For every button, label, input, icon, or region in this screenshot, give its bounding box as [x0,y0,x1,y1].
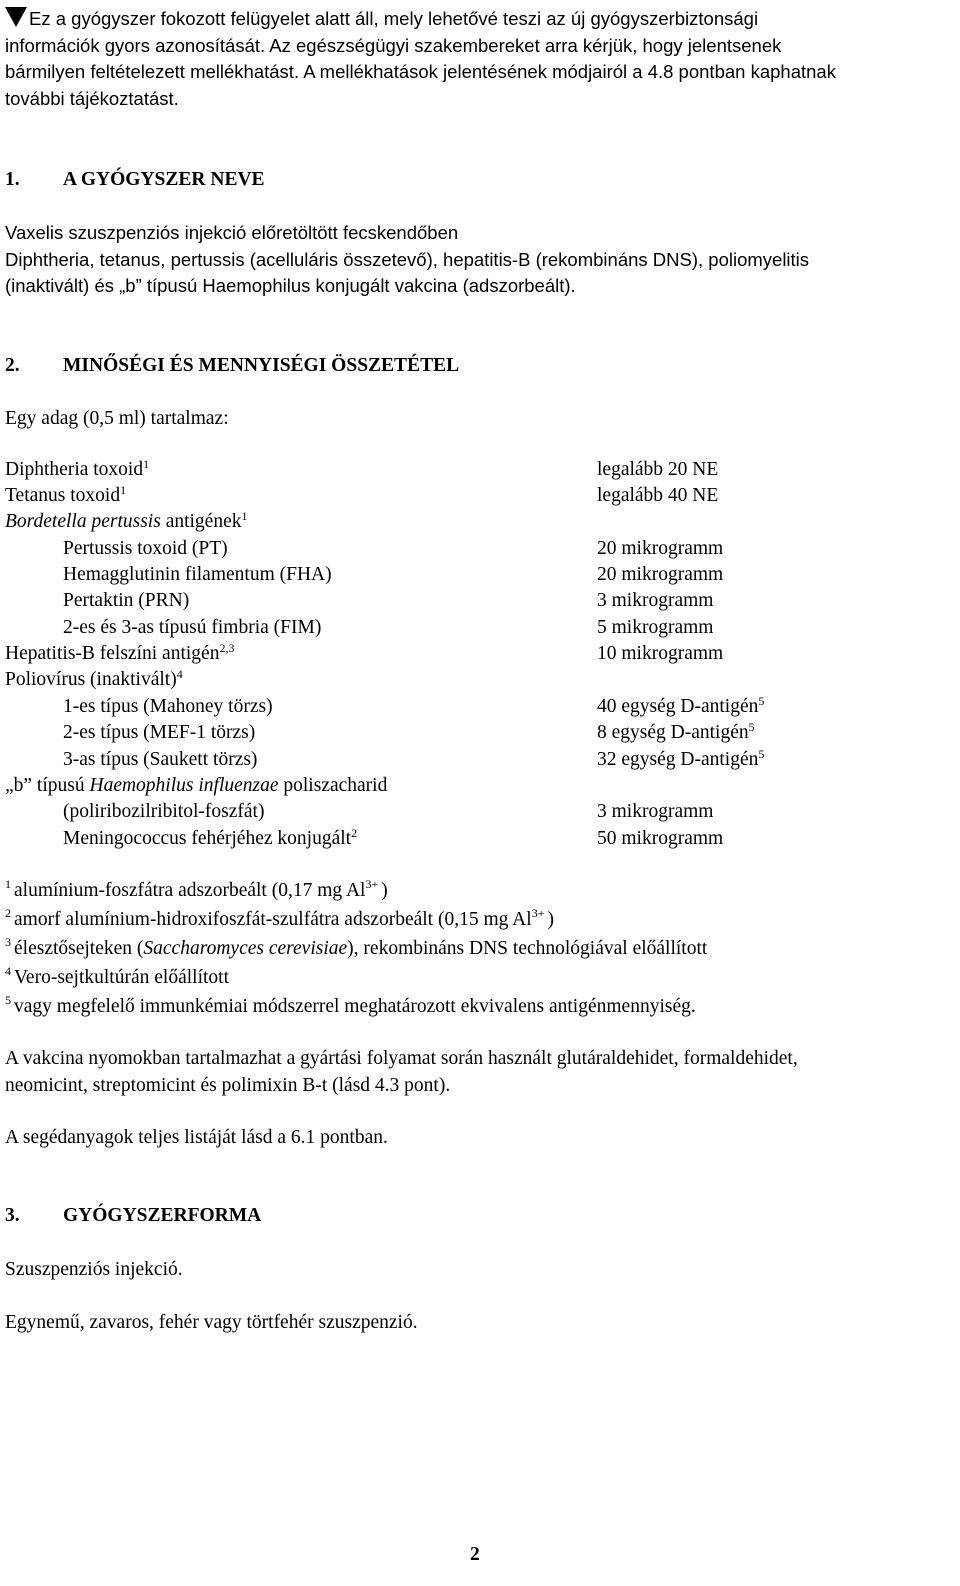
product-name: Vaxelis szuszpenziós injekció előretöltött fecskendőben [5,222,459,243]
dose-intro: Egy adag (0,5 ml) tartalmaz: [5,408,229,429]
residues-paragraph: A vakcina nyomokban tartalmazhat a gyártási folyamat során használt glutáraldehidet, formaldehidet, neomicint, streptomicint és polimixin B-t (lásd 4.3 pont). [5,1048,798,1096]
composition-amount: 20 mikrogramm [597,538,724,559]
footnote: $^5$ vagy megfelelő immunkémiai módszerrel meghatározott ekvivalens antigénmennyiség. [5,993,696,1017]
composition-name: Pertaktin (PRN) [63,590,190,611]
notice-line: információk gyors azonosítását. Az egészségügyi szakembereket arra kérjük, hogy jelentsenek [5,34,782,56]
composition-amount: 20 mikrogramm [597,564,724,585]
composition-name: Pertussis toxoid (PT) [63,538,228,559]
black-triangle-notice [5,6,836,112]
composition-amount: legalább 20 NE [597,459,719,480]
section-1-heading: 1. A GYÓGYSZER NEVE [5,169,265,190]
notice-line: Ez a gyógyszer fokozott felügyelet alatt áll, mely lehetővé teszi az új gyógyszerbiztonsági [5,6,836,33]
composition-amount: 40 egység D-antigén$^5$ [597,694,765,717]
product-description: Diphtheria, tetanus, pertussis (acelluláris összetevő), hepatitis-B (rekombináns DNS), poliomyelitis [5,248,810,270]
composition-amount: 3 mikrogramm [597,801,714,822]
section-1-body [5,220,809,300]
footnote: $^4$ Vero-sejtkultúrán előállított [5,964,229,988]
composition-amount: 50 mikrogramm [597,828,724,849]
composition-name: Hepatitis-B felszíni antigén$^{2,3}$ [5,641,235,664]
excipients-note: A segédanyagok teljes listáját lásd a 6.1 pontban. [5,1127,388,1148]
footnote: $^2$ amorf alumínium-hidroxifoszfát-szulfátra adszorbeált (0,15 mg $Al^{3+}$ ) [5,906,554,930]
composition-amount: 32 egység D-antigén$^5$ [597,747,765,770]
composition-name: „b” típusú Haemophilus influenzae poliszacharid [5,775,388,796]
notice-line: bármilyen feltételezett mellékhatást. A mellékhatások jelentésének módjairól a 4.8 pontban kaphatnak [5,61,836,82]
composition-name: (poliribozilribitol-foszfát) [63,801,265,822]
composition-name: Meningococcus fehérjéhez konjugált$^2$ [63,826,358,849]
notice-line: további tájékoztatást. [5,87,179,109]
composition-name: Poliovírus (inaktivált)$^4$ [5,667,183,690]
section-3-heading: 3. GYÓGYSZERFORMA [5,1205,262,1226]
pharmaceutical-form: Szuszpenziós injekció. [5,1259,183,1280]
composition-name: Diphtheria toxoid$^1$ [5,457,150,480]
composition-amount: legalább 40 NE [597,485,719,506]
section-2-heading: 2. MINŐSÉGI ÉS MENNYISÉGI ÖSSZETÉTEL [5,355,460,376]
composition-amount: 10 mikrogramm [597,643,724,664]
footnote: $^1$ alumínium-foszfátra adszorbeált (0,17 mg $Al^{3+}$ ) [5,877,388,901]
composition-name: Bordetella pertussis antigének$^1$ [5,509,248,532]
black-triangle-icon [5,7,27,27]
product-description: (inaktivált) és „b” típusú Haemophilus konjugált vakcina (adszorbeált). [5,275,576,296]
composition-name: Hemagglutinin filamentum (FHA) [63,564,332,585]
composition-name: Tetanus toxoid$^1$ [5,483,127,506]
composition-name: 2-es és 3-as típusú fimbria (FIM) [63,617,322,638]
composition-amount: 5 mikrogramm [597,617,714,638]
form-description: Egynemű, zavaros, fehér vagy törtfehér szuszpenzió. [5,1312,418,1333]
composition-name: 1-es típus (Mahoney törzs) [63,696,273,717]
composition-amount: 3 mikrogramm [597,590,714,611]
page-number: 2 [470,1544,480,1565]
footnote: $^3$ élesztősejteken (Saccharomyces cerevisiae), rekombináns DNS technológiával előállított [5,935,708,959]
composition-amount: 8 egység D-antigén$^5$ [597,720,755,743]
composition-name: 3-as típus (Saukett törzs) [63,749,258,770]
composition-name: 2-es típus (MEF-1 törzs) [63,722,256,743]
